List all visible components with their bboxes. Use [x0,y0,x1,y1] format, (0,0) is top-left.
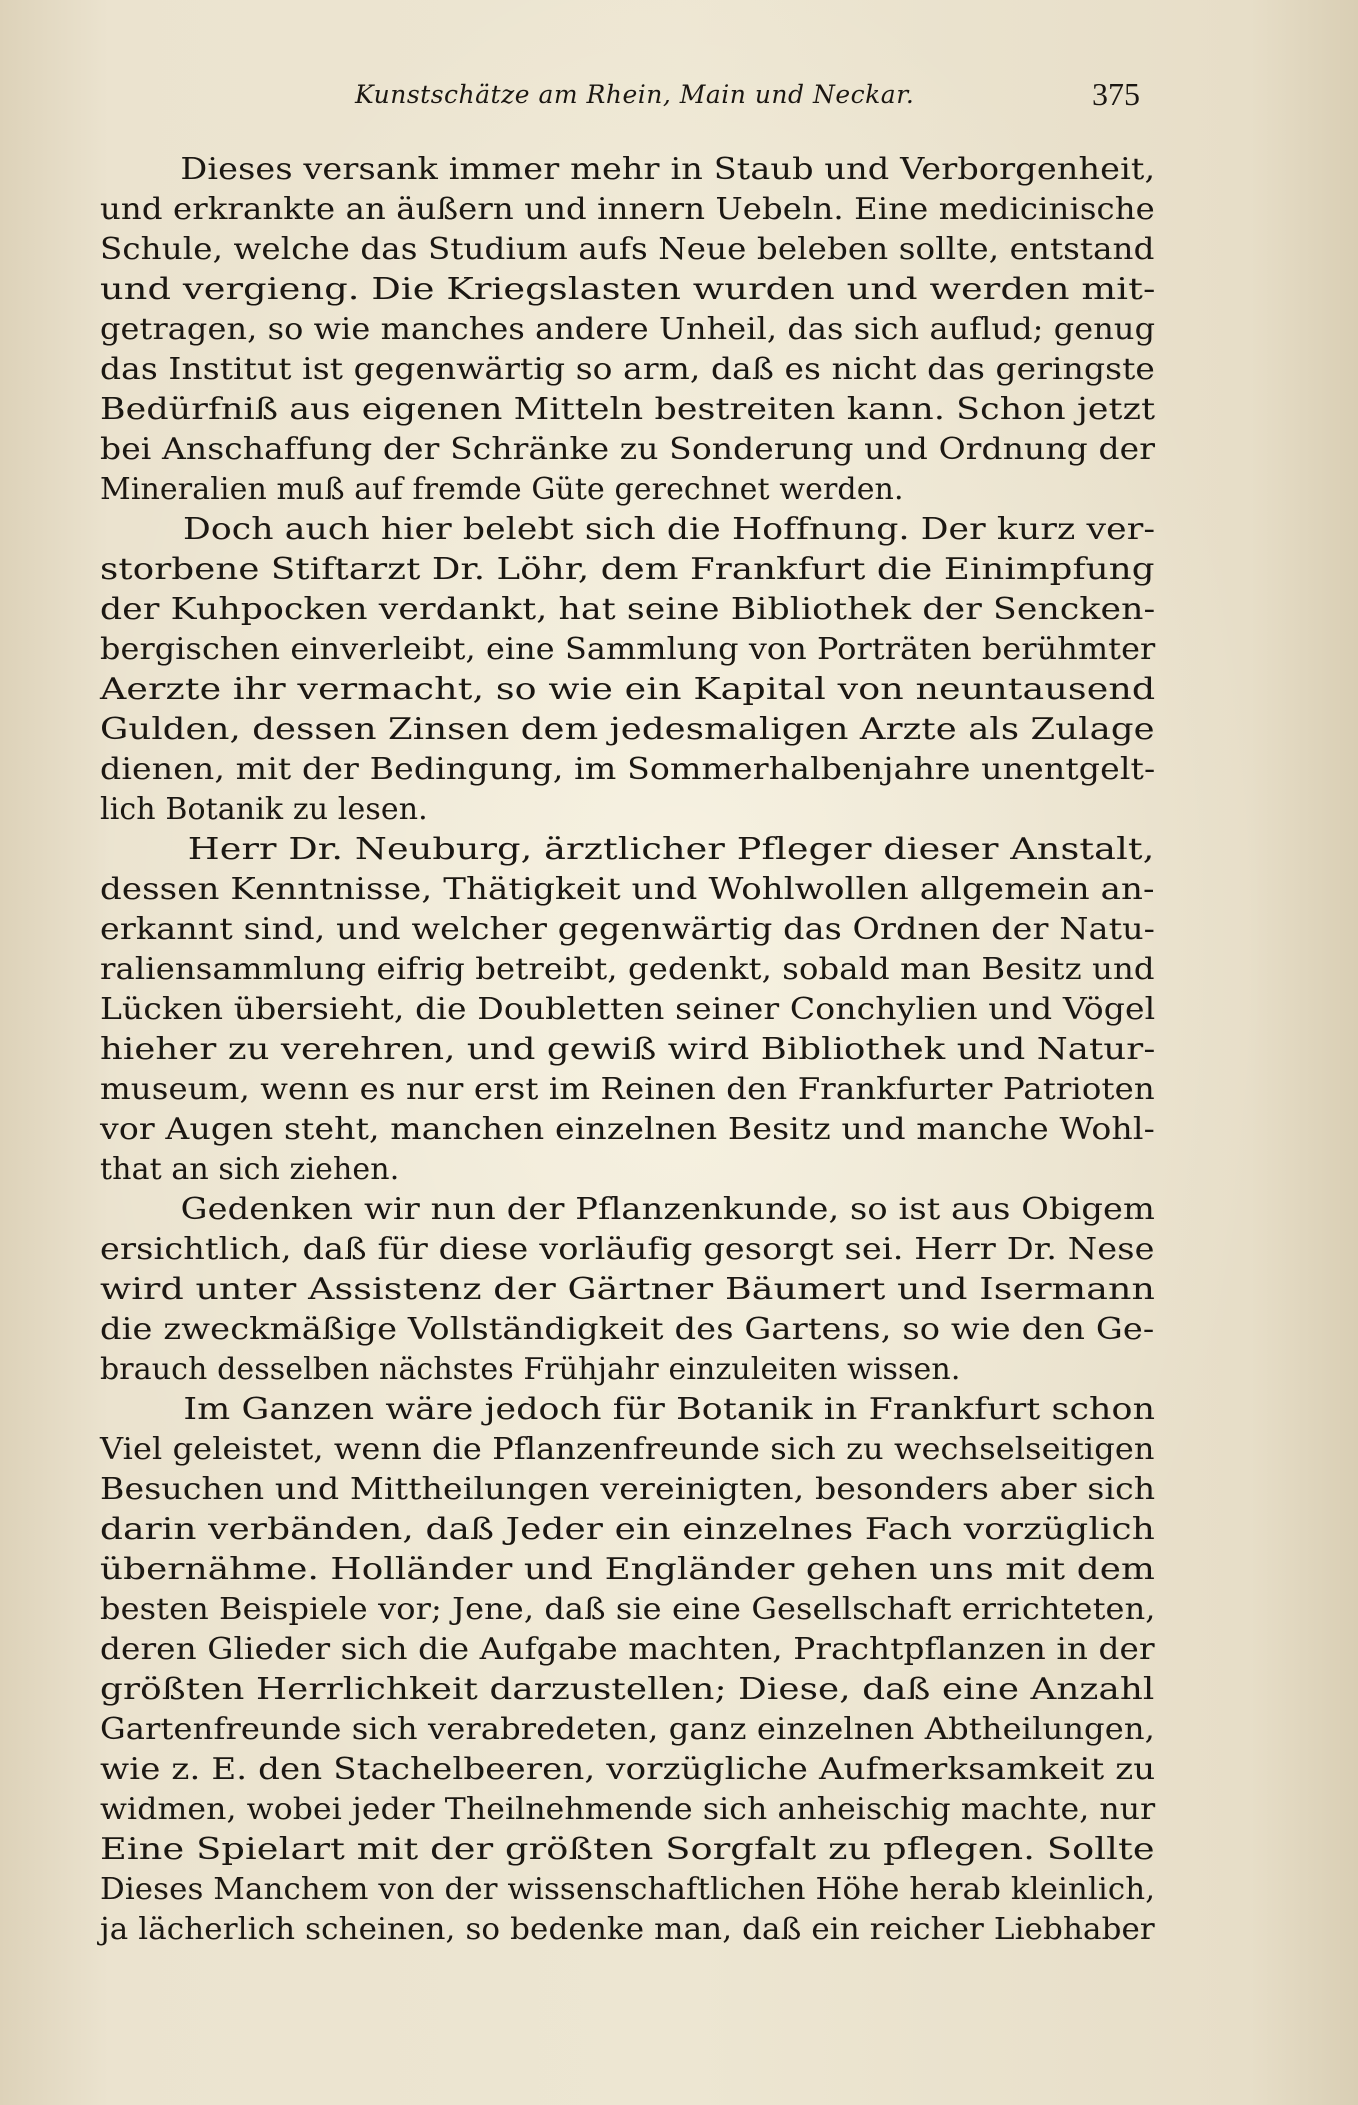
page-number: 375 [1092,76,1140,112]
text-line: museum, wenn es nur erst im Reinen den Frankfurter Patrioten [100,1072,1155,1107]
text-line: das Institut ist gegenwärtig so arm, daß es nicht das geringste [100,352,1155,387]
text-line: Mineralien muß auf fremde Güte gerechnet werden. [100,472,904,507]
text-line: Gedenken wir nun der Pflanzenkunde, so ist aus Obigem [180,1192,1155,1227]
running-title: Kunstschätze am Rhein, Main und Neckar. [355,80,915,109]
running-header [0,76,1358,124]
text-line: lich Botanik zu lesen. [100,792,428,827]
text-line: Dieses versank immer mehr in Staub und Verborgenheit, [180,152,1156,187]
text-line: wird unter Assistenz der Gärtner Bäumert und Isermann [100,1272,1156,1307]
text-line: raliensammlung eifrig betreibt, gedenkt, sobald man Besitz und [100,952,1155,987]
text-line: ja lächerlich scheinen, so bedenke man, daß ein reicher Liebhaber [100,1912,1155,1947]
text-line: erkannt sind, und welcher gegenwärtig das Ordnen der Natu- [100,912,1156,947]
text-line: dessen Kenntnisse, Thätigkeit und Wohlwollen allgemein an- [100,872,1155,907]
text-line: übernähme. Holländer und Engländer gehen uns mit dem [100,1552,1155,1587]
text-line: Im Ganzen wäre jedoch für Botanik in Frankfurt schon [183,1392,1156,1427]
text-line: Lücken übersieht, die Doubletten seiner Conchylien und Vögel [100,992,1156,1027]
text-line: Viel geleistet, wenn die Pflanzenfreunde sich zu wechselseitigen [100,1432,1155,1467]
text-line: Aerzte ihr vermacht, so wie ein Kapital von neuntausend [100,672,1156,707]
text-line: that an sich ziehen. [100,1152,400,1187]
text-line: bergischen einverleibt, eine Sammlung von Porträten berühmter [100,632,1156,667]
text-line: Eine Spielart mit der größten Sorgfalt zu pflegen. Sollte [100,1832,1155,1867]
text-line: besten Beispiele vor; Jene, daß sie eine Gesellschaft errichteten, [100,1592,1156,1627]
text-line: ersichtlich, daß für diese vorläufig gesorgt sei. Herr Dr. Nese [100,1232,1155,1267]
text-line: bei Anschaffung der Schränke zu Sonderung und Ordnung der [100,432,1156,467]
text-line: Herr Dr. Neuburg, ärztlicher Pfleger dieser Anstalt, [187,832,1155,867]
text-line: hieher zu verehren, und gewiß wird Bibliothek und Natur- [100,1032,1156,1067]
text-line: und vergieng. Die Kriegslasten wurden und werden mit- [100,272,1156,307]
body-text [100,150,1155,1950]
text-line: widmen, wobei jeder Theilnehmende sich anheischig machte, nur [100,1792,1156,1827]
text-line: die zweckmäßige Vollständigkeit des Gartens, so wie den Ge- [100,1312,1155,1347]
text-line: und erkrankte an äußern und innern Uebeln. Eine medicinische [100,192,1155,227]
text-line: wie z. E. den Stachelbeeren, vorzügliche Aufmerksamkeit zu [100,1752,1156,1787]
text-line: Besuchen und Mittheilungen vereinigten, besonders aber sich [100,1472,1156,1507]
text-line: Bedürfniß aus eigenen Mitteln bestreiten kann. Schon jetzt [100,392,1156,427]
text-line: Gulden, dessen Zinsen dem jedesmaligen Arzte als Zulage [100,712,1155,747]
text-line: der Kuhpocken verdankt, hat seine Bibliothek der Sencken- [100,592,1156,627]
text-line: Gartenfreunde sich verabredeten, ganz einzelnen Abtheilungen, [100,1712,1155,1747]
text-line: Dieses Manchem von der wissenschaftlichen Höhe herab kleinlich, [100,1872,1156,1907]
text-line: deren Glieder sich die Aufgabe machten, Prachtpflanzen in der [100,1632,1155,1667]
text-line: dienen, mit der Bedingung, im Sommerhalbenjahre unentgelt- [100,752,1156,787]
text-line: vor Augen steht, manchen einzelnen Besitz und manche Wohl- [100,1112,1155,1147]
text-line: getragen, so wie manches andere Unheil, das sich auflud; genug [100,312,1156,347]
text-line: darin verbänden, daß Jeder ein einzelnes Fach vorzüglich [100,1512,1155,1547]
text-line: größten Herrlichkeit darzustellen; Diese, daß eine Anzahl [100,1672,1155,1707]
text-line: brauch desselben nächstes Frühjahr einzuleiten wissen. [100,1352,961,1387]
text-line: Doch auch hier belebt sich die Hoffnung. Der kurz ver- [183,512,1156,547]
text-line: storbene Stiftarzt Dr. Löhr, dem Frankfurt die Einimpfung [100,552,1155,587]
text-line: Schule, welche das Studium aufs Neue beleben sollte, entstand [100,232,1155,267]
